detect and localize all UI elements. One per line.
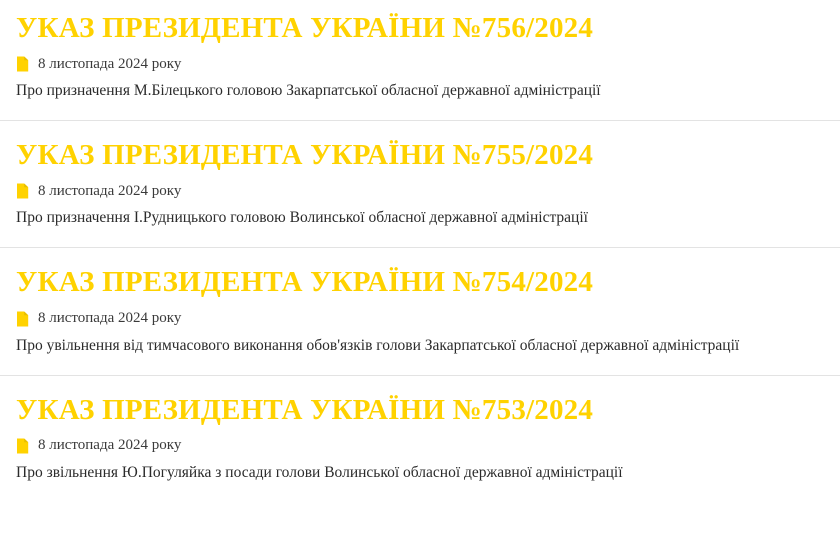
document-date: 8 листопада 2024 року: [38, 310, 182, 327]
list-item[interactable]: [0, 375, 840, 502]
document-icon: [16, 438, 29, 454]
document-title-link[interactable]: УКАЗ ПРЕЗИДЕНТА УКРАЇНИ №755/2024: [16, 139, 594, 172]
document-icon: [16, 311, 29, 327]
document-description: Про призначення І.Рудницького головою Волинської обласної державної адміністрації: [16, 209, 588, 227]
document-title-link[interactable]: УКАЗ ПРЕЗИДЕНТА УКРАЇНИ №754/2024: [16, 266, 594, 299]
document-entry: [0, 121, 840, 247]
list-item[interactable]: [0, 247, 840, 374]
document-entry: [0, 248, 840, 374]
list-item[interactable]: [0, 120, 840, 247]
document-entry: [0, 0, 840, 120]
document-date: 8 листопада 2024 року: [38, 437, 182, 454]
document-description: Про призначення М.Білецького головою Закарпатської обласної державної адміністрації: [16, 82, 601, 100]
document-entry: [0, 376, 840, 502]
document-icon: [16, 183, 29, 199]
document-description: Про звільнення Ю.Погуляйка з посади голови Волинської обласної державної адміністрації: [16, 463, 623, 481]
document-title-link[interactable]: УКАЗ ПРЕЗИДЕНТА УКРАЇНИ №756/2024: [16, 12, 594, 44]
document-meta: [16, 183, 830, 199]
document-date: 8 листопада 2024 року: [38, 182, 182, 199]
document-meta: [16, 311, 830, 327]
document-date: 8 листопада 2024 року: [38, 55, 182, 72]
document-title-link[interactable]: УКАЗ ПРЕЗИДЕНТА УКРАЇНИ №753/2024: [16, 393, 594, 426]
document-description: Про увільнення від тимчасового виконання обов'язків голови Закарпатської обласної державної адміністрації: [16, 336, 740, 354]
document-meta: [16, 438, 830, 454]
document-meta: [16, 56, 830, 72]
document-icon: [16, 56, 29, 72]
list-item[interactable]: [0, 0, 840, 120]
